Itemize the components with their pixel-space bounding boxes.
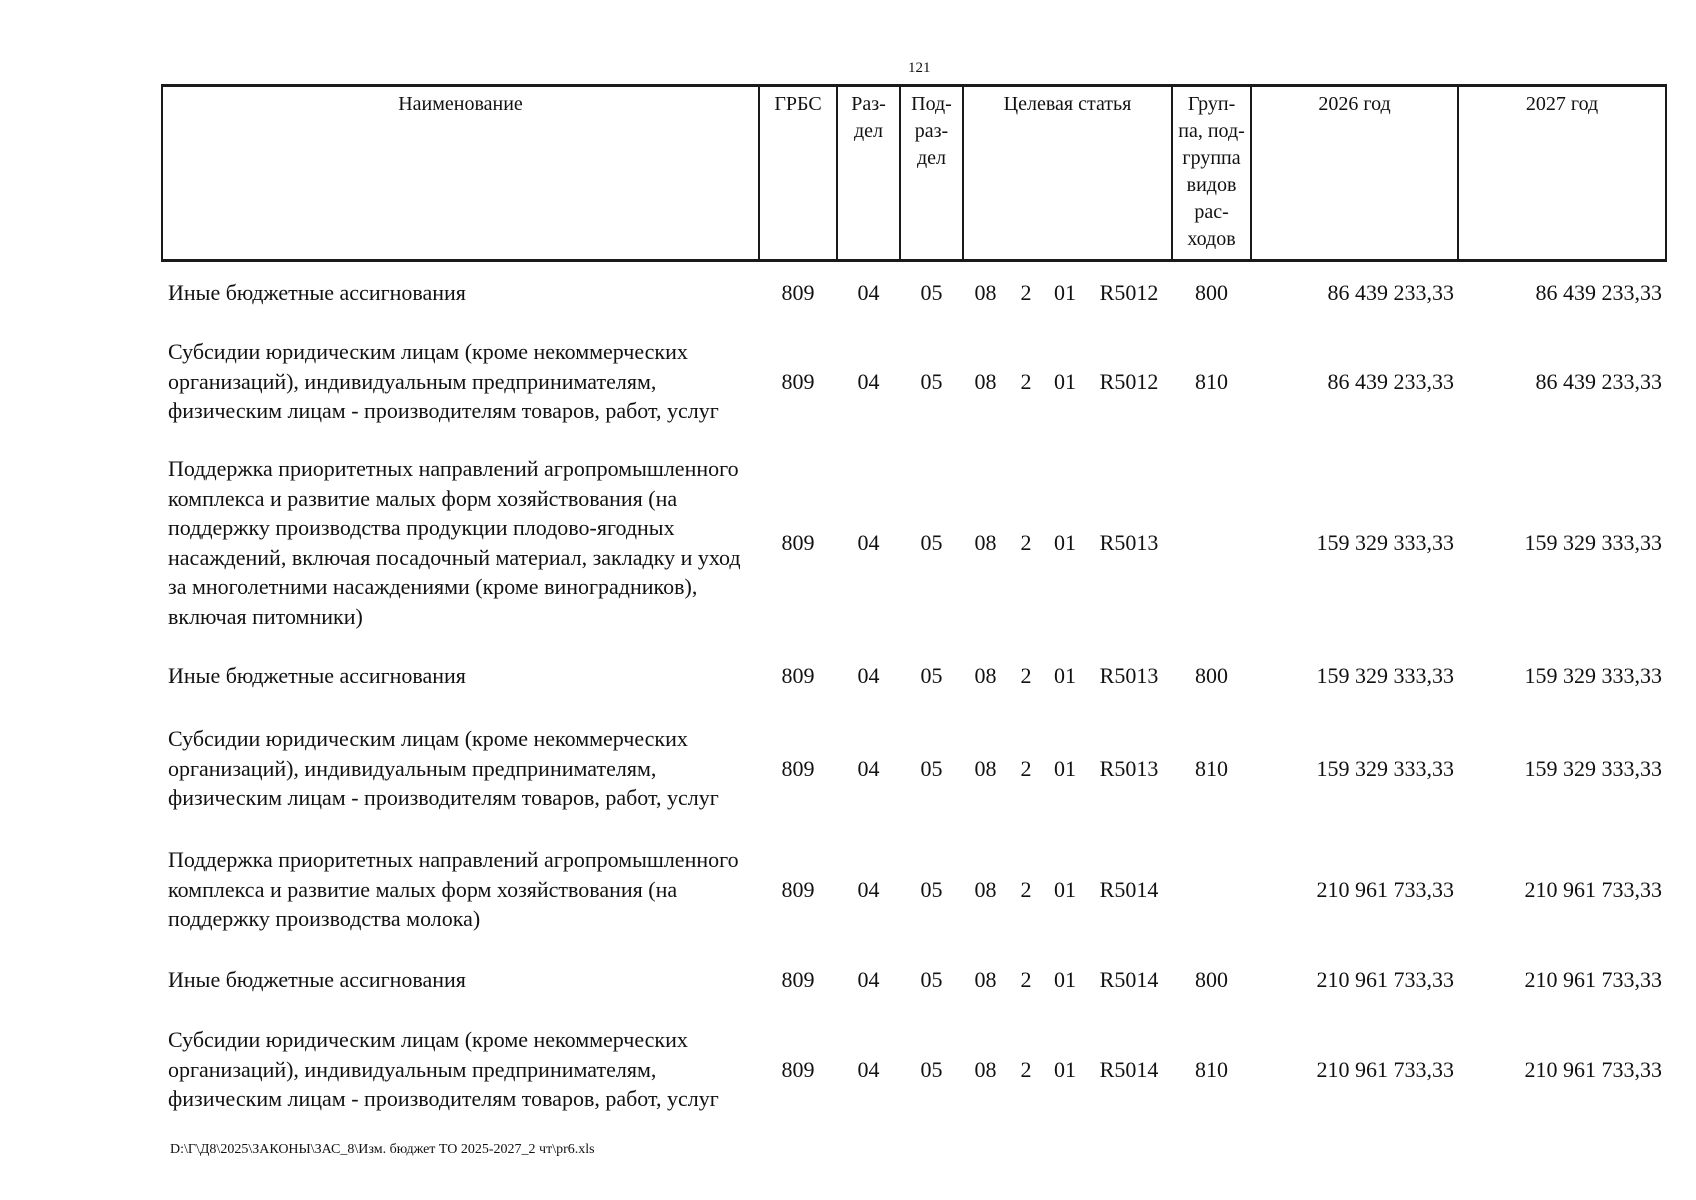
row-grbs: 809 (781, 368, 815, 394)
row-expense-group: 810 (1195, 755, 1229, 781)
row-target-program: 08 (974, 876, 997, 902)
row-amount-2027: 159 329 333,33 (1524, 529, 1663, 555)
row-section: 04 (857, 1056, 880, 1082)
row-name: Поддержка приоритетных направлений агропромышленного комплекса и развитие малых форм хозяйствования (на поддержку производства продукции плодово-ягодных насаждений, включая посадочный материал, закладку и уход за многолетними насаждениями (кроме виноградников), включая питомники) (168, 456, 741, 629)
row-target-type: 2 (1020, 755, 1032, 781)
row-target-direction: R5014 (1099, 966, 1159, 992)
budget-table (161, 84, 1667, 1129)
row-expense-group: 810 (1195, 368, 1229, 394)
row-target-program: 08 (974, 368, 997, 394)
row-name: Иные бюджетные ассигнования (168, 662, 466, 688)
row-target-program: 08 (974, 1056, 997, 1082)
row-amount-2026: 210 961 733,33 (1316, 876, 1455, 902)
row-section: 04 (857, 876, 880, 902)
row-grbs: 809 (781, 755, 815, 781)
row-target-program: 08 (974, 966, 997, 992)
row-name: Иные бюджетные ассигнования (168, 279, 466, 305)
row-section: 04 (857, 368, 880, 394)
row-target-event: 01 (1054, 1056, 1076, 1082)
row-grbs: 809 (781, 966, 815, 992)
row-target-event: 01 (1054, 529, 1076, 555)
row-amount-2026: 210 961 733,33 (1316, 1056, 1455, 1082)
row-target-type: 2 (1020, 876, 1032, 902)
table-row (162, 949, 1666, 1011)
row-grbs: 809 (781, 529, 815, 555)
row-subsection: 05 (920, 755, 943, 781)
row-subsection: 05 (920, 368, 943, 394)
row-target-type: 2 (1020, 529, 1032, 555)
row-amount-2026: 86 439 233,33 (1327, 279, 1455, 305)
header-target-article: Целевая статья (963, 86, 1172, 261)
row-subsection: 05 (920, 966, 943, 992)
table-row (162, 261, 1666, 323)
table-row (162, 1011, 1666, 1129)
row-section: 04 (857, 662, 880, 688)
row-grbs: 809 (781, 279, 815, 305)
row-subsection: 05 (920, 876, 943, 902)
row-expense-group: 800 (1195, 279, 1229, 305)
row-target-direction: R5013 (1099, 662, 1159, 688)
row-target-program: 08 (974, 755, 997, 781)
row-expense-group: 810 (1195, 1056, 1229, 1082)
row-amount-2027: 159 329 333,33 (1524, 755, 1663, 781)
table-row (162, 323, 1666, 441)
row-target-direction: R5014 (1099, 1056, 1159, 1082)
header-name: Наименование (162, 86, 759, 261)
row-target-direction: R5012 (1099, 368, 1159, 394)
row-name: Поддержка приоритетных направлений агропромышленного комплекса и развитие малых форм хозяйствования (на поддержку производства молока) (168, 847, 739, 932)
row-expense-group: 800 (1195, 966, 1229, 992)
table-header-row (162, 86, 1666, 261)
header-grbs: ГРБС (759, 86, 837, 261)
row-name: Субсидии юридическим лицам (кроме некоммерческих организаций), индивидуальным предпринимателям, физическим лицам - производителям товаров, работ, услуг (168, 1027, 719, 1112)
row-section: 04 (857, 529, 880, 555)
row-amount-2027: 210 961 733,33 (1524, 966, 1663, 992)
header-2026: 2026 год (1251, 86, 1458, 261)
row-target-program: 08 (974, 279, 997, 305)
row-target-direction: R5013 (1099, 529, 1159, 555)
row-target-program: 08 (974, 662, 997, 688)
row-grbs: 809 (781, 662, 815, 688)
row-grbs: 809 (781, 1056, 815, 1082)
row-section: 04 (857, 755, 880, 781)
header-expense-group: Груп- па, под- группа видов рас- ходов (1172, 86, 1251, 261)
row-amount-2026: 210 961 733,33 (1316, 966, 1455, 992)
row-name: Субсидии юридическим лицам (кроме некоммерческих организаций), индивидуальным предпринимателям, физическим лицам - производителям товаров, работ, услуг (168, 726, 719, 811)
row-target-direction: R5013 (1099, 755, 1159, 781)
table-row (162, 831, 1666, 949)
row-target-program: 08 (974, 529, 997, 555)
row-amount-2027: 210 961 733,33 (1524, 1056, 1663, 1082)
row-target-type: 2 (1020, 279, 1032, 305)
row-amount-2026: 159 329 333,33 (1316, 529, 1455, 555)
row-subsection: 05 (920, 662, 943, 688)
row-target-event: 01 (1054, 966, 1076, 992)
row-name: Иные бюджетные ассигнования (168, 966, 466, 992)
header-2027: 2027 год (1458, 86, 1666, 261)
row-target-direction: R5014 (1099, 876, 1159, 902)
row-expense-group (1172, 831, 1251, 949)
row-amount-2027: 159 329 333,33 (1524, 662, 1663, 688)
table-row (162, 645, 1666, 707)
row-target-event: 01 (1054, 876, 1076, 902)
page-number: 121 (908, 60, 931, 76)
row-amount-2026: 86 439 233,33 (1327, 368, 1455, 394)
row-expense-group: 800 (1195, 662, 1229, 688)
row-amount-2027: 86 439 233,33 (1535, 279, 1663, 305)
table-row (162, 707, 1666, 831)
row-expense-group (1172, 441, 1251, 645)
row-subsection: 05 (920, 529, 943, 555)
table-row (162, 441, 1666, 645)
row-amount-2027: 86 439 233,33 (1535, 368, 1663, 394)
row-amount-2026: 159 329 333,33 (1316, 662, 1455, 688)
row-target-event: 01 (1054, 279, 1076, 305)
header-section: Раз- дел (837, 86, 900, 261)
header-subsection: Под- раз- дел (900, 86, 963, 261)
row-target-type: 2 (1020, 966, 1032, 992)
row-target-type: 2 (1020, 368, 1032, 394)
row-target-event: 01 (1054, 755, 1076, 781)
row-grbs: 809 (781, 876, 815, 902)
row-target-event: 01 (1054, 662, 1076, 688)
row-subsection: 05 (920, 1056, 943, 1082)
row-subsection: 05 (920, 279, 943, 305)
row-amount-2026: 159 329 333,33 (1316, 755, 1455, 781)
row-amount-2027: 210 961 733,33 (1524, 876, 1663, 902)
footer-file-path: D:\Г\Д8\2025\ЗАКОНЫ\ЗАС_8\Изм. бюджет ТО 2025-2027_2 чт\pr6.xls (170, 1142, 595, 1157)
row-target-type: 2 (1020, 662, 1032, 688)
row-target-direction: R5012 (1099, 279, 1159, 305)
row-name: Субсидии юридическим лицам (кроме некоммерческих организаций), индивидуальным предпринимателям, физическим лицам - производителям товаров, работ, услуг (168, 339, 719, 424)
row-target-type: 2 (1020, 1056, 1032, 1082)
row-section: 04 (857, 279, 880, 305)
row-section: 04 (857, 966, 880, 992)
row-target-event: 01 (1054, 368, 1076, 394)
